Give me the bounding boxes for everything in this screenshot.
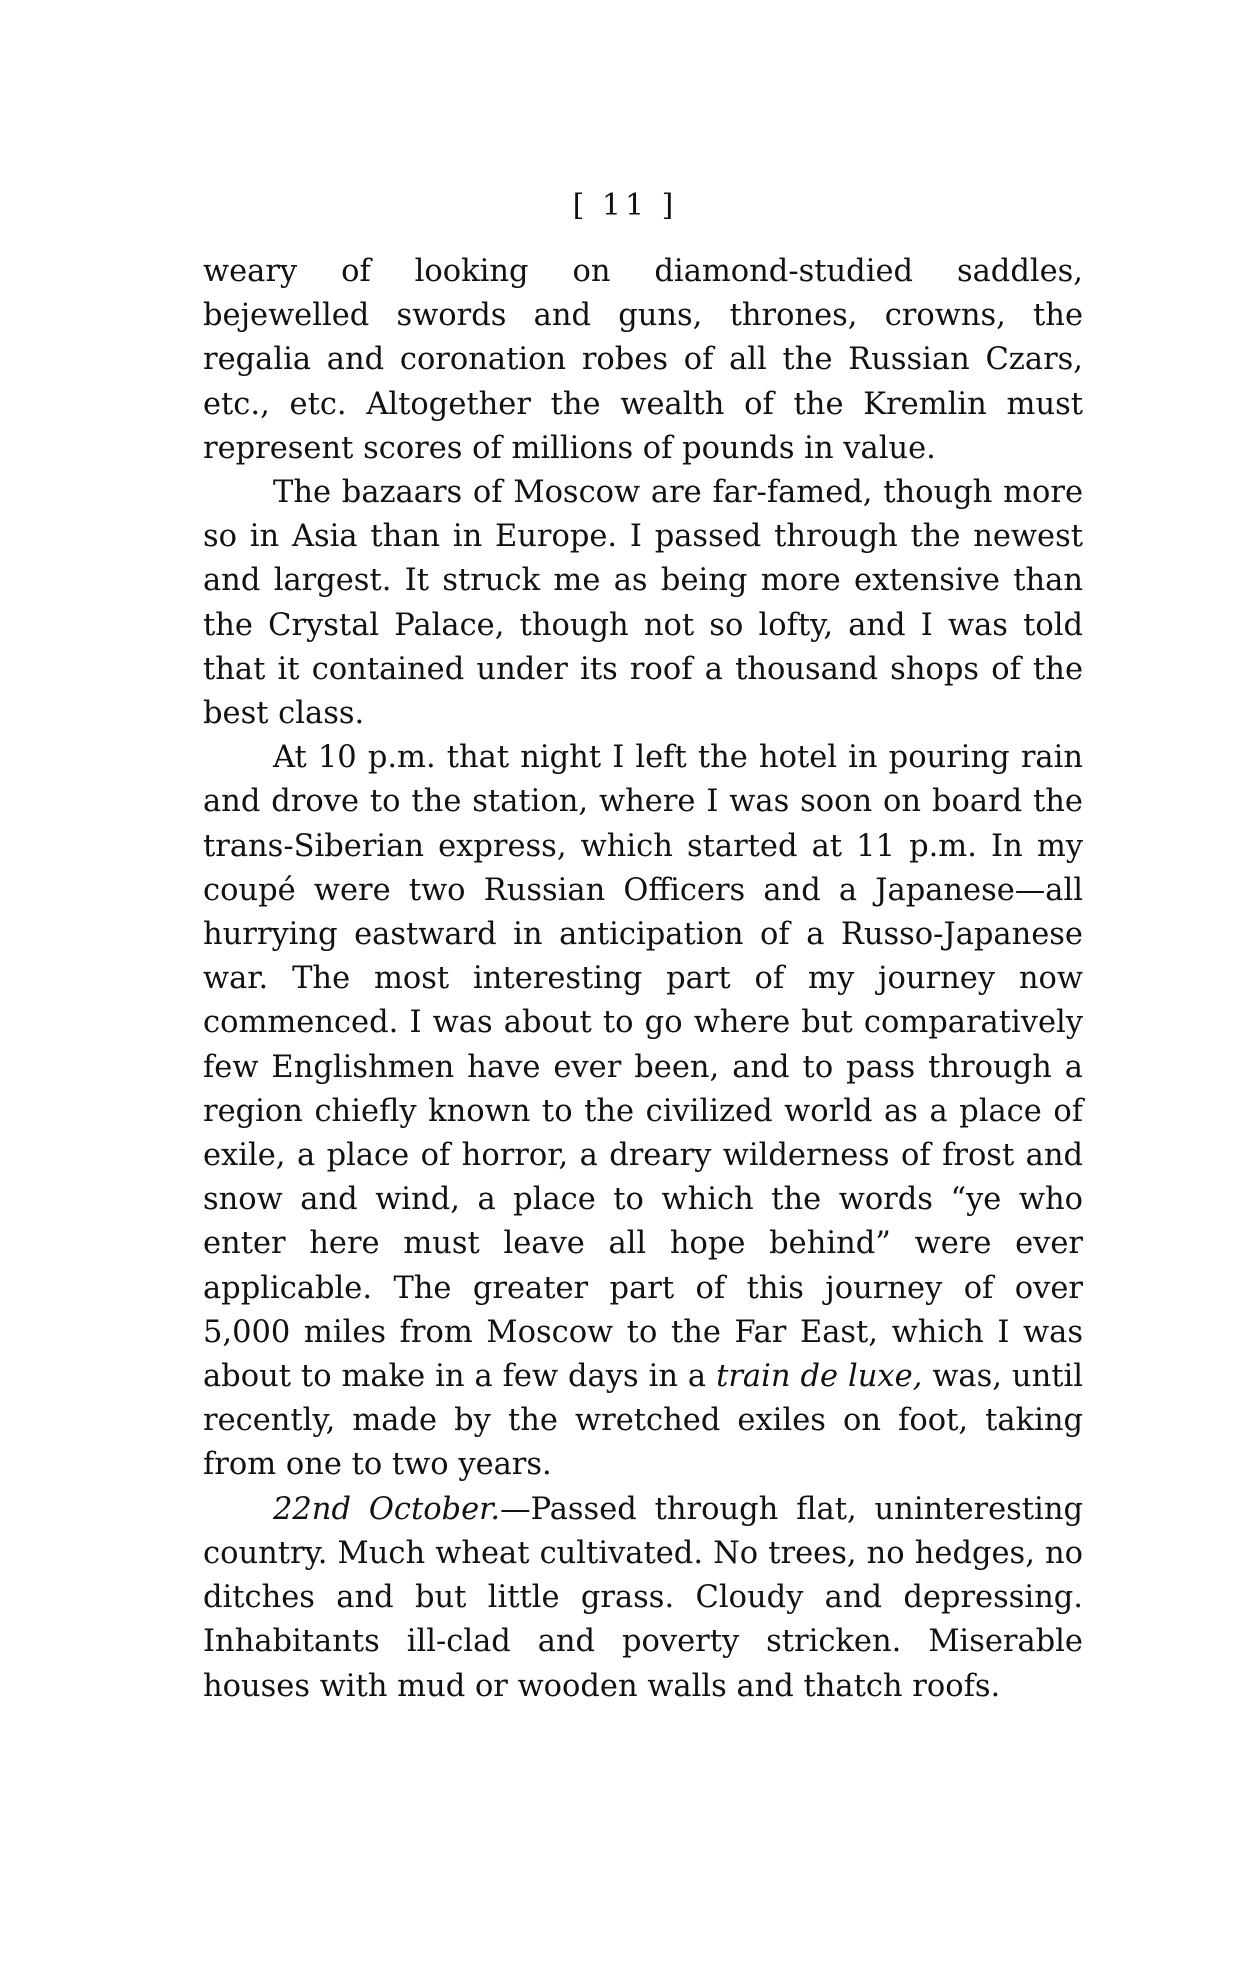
paragraph-4-text: —Passed through flat, uninteresting country. Much wheat cultivated. No trees, no hedges, no ditches and but little grass. Cloudy and depressing. Inhabitants ill-clad and poverty stricken. Miserable houses with mud or wooden walls and thatch roofs.: [203, 1491, 1083, 1704]
paragraph-3-italic: train de luxe,: [716, 1359, 923, 1395]
paragraph-3-end: was, until recently, made by the wretched exiles on foot, taking from one to two years.: [203, 1359, 1083, 1483]
paragraph-3-text: At 10 p.m. that night I left the hotel in pouring rain and drove to the station, where I was soon on board the trans-Siberian express, which started at 11 p.m. In my coupé were two Russian Officers and a Japanese—all hurrying eastward in anticipation of a Russo-Japanese war. The most interesting part of my journey now commenced. I was about to go where but comparatively few Englishmen have ever been, and to pass through a region chiefly known to the civilized world as a place of exile, a place of horror, a dreary wilderness of frost and snow and wind, a place to which the words “ye who enter here must leave all hope behind” were ever applicable. The greater part of this journey of over 5,000 miles from Moscow to the Far East, which I was about to make in a few days in a: [203, 740, 1083, 1395]
page-number: [ 11 ]: [572, 188, 678, 223]
body-text: [203, 250, 1083, 1709]
diary-date: 22nd October.: [273, 1491, 501, 1527]
paragraph-4: [203, 1488, 1083, 1709]
paragraph-1: weary of looking on diamond-studied saddles, bejewelled swords and guns, thrones, crowns, the regalia and coronation robes of all the Russian Czars, etc., etc. Altogether the wealth of the Kremlin must represent scores of millions of pounds in value.: [203, 254, 1083, 466]
paragraph-3: [203, 736, 1083, 1487]
paragraph-2: The bazaars of Moscow are far-famed, though more so in Asia than in Europe. I passed through the newest and largest. It struck me as being more extensive than the Crystal Palace, though not so lofty, and I was told that it contained under its roof a thousand shops of the best class.: [203, 475, 1083, 732]
